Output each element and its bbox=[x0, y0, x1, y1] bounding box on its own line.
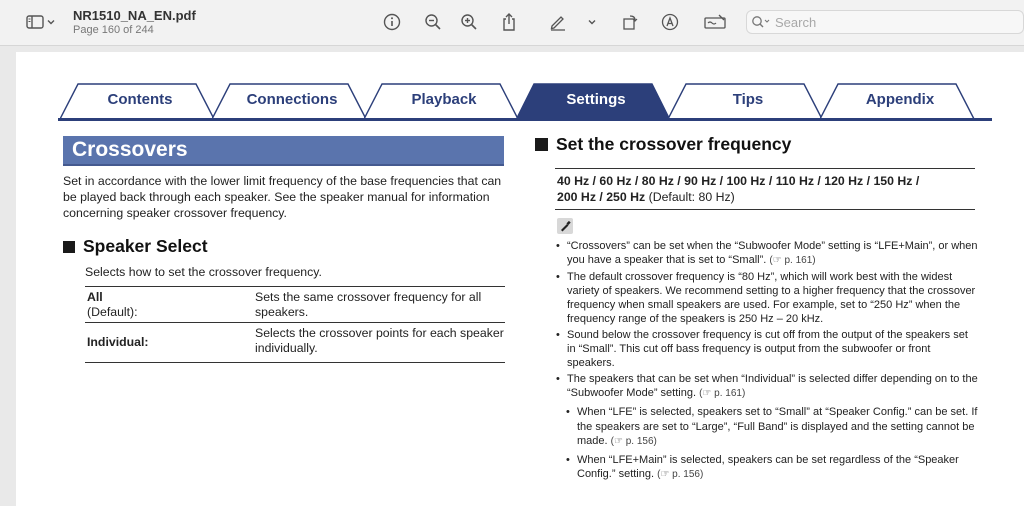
default-value: (Default: 80 Hz) bbox=[645, 190, 735, 204]
list-item: • Sound below the crossover frequency is cut off from the output of the speakers set in “Small”. This cut off bass frequency is output from the subwoofer or front speakers. bbox=[554, 328, 978, 371]
intro-paragraph: Set in accordance with the lower limit frequency of the base frequencies that can be played back through each speaker. See the speaker manual for information concerning speaker crossover frequency. bbox=[63, 174, 502, 220]
list-item: • When “LFE” is selected, speakers set to “Small” at “Speaker Config.” can be set. If the speakers are set to “Large”, “Full Band” is displayed and the setting cannot be made. (☞ p. 156) bbox=[564, 405, 978, 449]
tab-label: Playback bbox=[411, 91, 477, 108]
notes-list bbox=[554, 239, 978, 484]
frequency-values-line2: 200 Hz / 250 Hz bbox=[557, 190, 646, 204]
tab-connections[interactable] bbox=[212, 82, 372, 120]
tab-tips[interactable] bbox=[668, 82, 828, 120]
tab-label: Connections bbox=[246, 91, 338, 108]
page-reference: (☞ p. 156) bbox=[657, 469, 704, 481]
info-button[interactable] bbox=[382, 12, 402, 32]
list-item: • The default crossover frequency is “80 Hz”, which will work best with the widest variety of speakers. We recommend setting to a higher frequency that the crossover frequency when small speakers are used. For example, set to “250 Hz” when the frequency range of the speakers is 250 Hz – 20 kHz. bbox=[554, 270, 978, 327]
sidebar-icon bbox=[24, 14, 46, 30]
pdf-page bbox=[16, 52, 1024, 506]
document-title: NR1510_NA_EN.pdf bbox=[73, 8, 196, 23]
rotate-button[interactable] bbox=[620, 12, 640, 32]
speaker-select-heading bbox=[63, 236, 208, 257]
search-input[interactable] bbox=[775, 15, 1005, 30]
note-icon bbox=[557, 218, 573, 234]
pen-icon bbox=[549, 13, 567, 31]
sidebar-toggle-button[interactable] bbox=[20, 12, 60, 32]
speaker-select-description: Selects how to set the crossover frequency. bbox=[85, 265, 322, 279]
tab-appendix[interactable] bbox=[820, 82, 980, 120]
form-fill-button[interactable] bbox=[703, 12, 727, 32]
tab-contents[interactable] bbox=[60, 82, 220, 120]
rotate-icon bbox=[621, 13, 639, 31]
table-row bbox=[85, 287, 505, 323]
tab-playback[interactable] bbox=[364, 82, 524, 120]
chevron-down-icon bbox=[46, 17, 56, 27]
manual-tab-bar bbox=[60, 82, 990, 120]
share-icon bbox=[501, 12, 517, 32]
tab-label: Appendix bbox=[865, 91, 935, 108]
page-reference: (☞ p. 156) bbox=[610, 435, 657, 447]
markup-icon bbox=[661, 13, 679, 31]
list-item: • The speakers that can be set when “Individual” is selected differ depending on to the “Subwoofer Mode” setting. (☞ p. 161) bbox=[554, 372, 978, 402]
search-field[interactable] bbox=[746, 10, 1024, 34]
form-icon bbox=[703, 13, 727, 31]
option-value: Selects the crossover points for each speaker individually. bbox=[255, 326, 504, 355]
search-icon bbox=[751, 15, 771, 29]
heading-square-icon bbox=[535, 138, 548, 151]
section-header bbox=[63, 136, 504, 166]
zoom-out-button[interactable] bbox=[423, 12, 443, 32]
page-reference: (☞ p. 161) bbox=[699, 387, 746, 399]
heading-text: Set the crossover frequency bbox=[556, 134, 792, 154]
chevron-down-icon bbox=[587, 17, 597, 27]
section-title: Crossovers bbox=[72, 138, 188, 161]
markup-menu-button[interactable] bbox=[586, 16, 598, 28]
markup-pen-button[interactable] bbox=[548, 12, 568, 32]
heading-square-icon bbox=[63, 241, 75, 253]
tab-label: Contents bbox=[107, 91, 173, 108]
heading-text: Speaker Select bbox=[83, 236, 208, 256]
annotate-button[interactable] bbox=[660, 12, 680, 32]
list-item: • When “LFE+Main” is selected, speakers can be set regardless of the “Speaker Config.” setting. (☞ p. 156) bbox=[564, 453, 978, 483]
tab-underline bbox=[58, 118, 992, 121]
option-key: Individual: bbox=[87, 335, 149, 349]
zoom-in-button[interactable] bbox=[459, 12, 479, 32]
tab-settings[interactable] bbox=[516, 82, 676, 120]
option-value: Sets the same crossover frequency for all speakers. bbox=[255, 290, 482, 319]
frequency-options bbox=[555, 168, 975, 210]
table-row bbox=[85, 323, 505, 363]
options-table bbox=[85, 286, 505, 363]
zoom-out-icon bbox=[424, 13, 442, 31]
option-key: All bbox=[87, 290, 103, 304]
page-reference: (☞ p. 161) bbox=[769, 255, 816, 267]
tab-label: Settings bbox=[566, 91, 626, 108]
zoom-in-icon bbox=[460, 13, 478, 31]
page-indicator: Page 160 of 244 bbox=[73, 24, 154, 36]
share-button[interactable] bbox=[499, 11, 519, 33]
pdf-toolbar bbox=[0, 0, 1024, 46]
option-key-default: (Default): bbox=[87, 305, 138, 319]
tab-label: Tips bbox=[732, 91, 764, 108]
frequency-values-line1: 40 Hz / 60 Hz / 80 Hz / 90 Hz / 100 Hz / 110 Hz / 120 Hz / 150 Hz / bbox=[557, 174, 920, 188]
info-icon bbox=[383, 13, 401, 31]
list-item: • “Crossovers” can be set when the “Subwoofer Mode” setting is “LFE+Main”, or when you have a speaker that is set to “Small”. (☞ p. 161) bbox=[554, 239, 978, 269]
crossover-frequency-heading bbox=[535, 134, 791, 155]
